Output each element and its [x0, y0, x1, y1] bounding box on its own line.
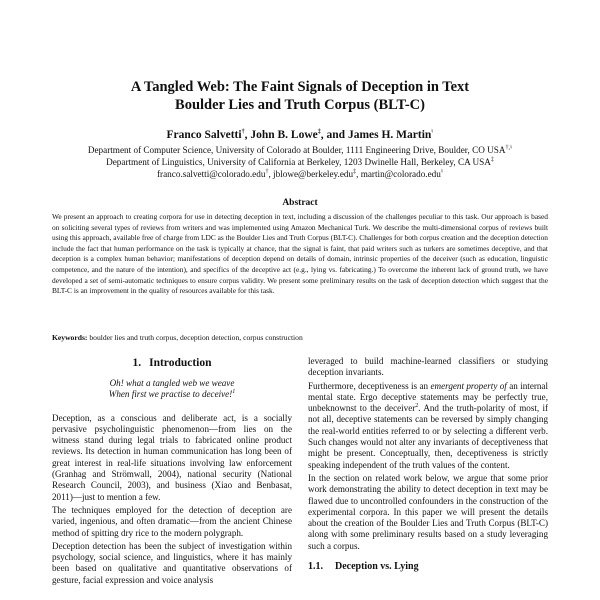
paragraph-text: Furthermore, deceptiveness is an — [308, 380, 431, 391]
email-mark: ♮ — [440, 169, 444, 176]
paragraph-text: . And the truth-polarity of most, if not all, deceptive statements can be reversed by simply changing the real-world entities referred to or by selecting a different verb. Such changes would not alter any invariants of deceptiveness that might be present. Conceptually, then, deceptiveness is strictly speaking independent of the truth values of the content. — [308, 403, 548, 470]
affiliation-line — [0, 144, 600, 156]
emphasis-text: emergent property of — [430, 380, 507, 391]
paper-title — [0, 78, 600, 114]
author-mark: † — [241, 129, 245, 136]
subsection-title: Deception vs. Lying — [335, 561, 419, 573]
keywords-label: Keywords: — [52, 333, 88, 342]
footnote-mark: 2 — [415, 403, 419, 410]
affiliation-text: Department of Computer Science, University of Colorado at Boulder, 1111 Engineering Drive, Boulder, CO USA — [87, 145, 506, 155]
author-separator: , — [244, 129, 251, 141]
paragraph-text: an internal mental state. Ergo deceptive statements may be perfectly true, unbeknownst to the deceiver — [308, 380, 548, 414]
paragraph: In the section on related work below, we argue that some prior work demonstrating the ability to detect deception in text may be flawed due to uncontrolled confounders in the construction of the experimental corpora. In this paper we will present the details about the creation of the Boulder Lies and Truth Corpus (BLT-C) along with some preliminary results based on a study leveraging such a corpus. — [308, 472, 548, 551]
keywords-text: boulder lies and truth corpus, deception detection, corpus construction — [89, 333, 303, 342]
affiliations — [0, 144, 600, 181]
email-separator: , — [356, 169, 361, 180]
affiliation-text: Department of Linguistics, University of California at Berkeley, 1203 Dwinelle Hall, Berkeley, CA USA — [106, 157, 491, 168]
paragraph: leveraged to build machine-learned classifiers or studying deception invariants. — [308, 356, 548, 378]
paragraph: The techniques employed for the detection of deception are varied, ingenious, and often dramatic—from the ancient Chinese method of spitting dry rice to the modern polygraph. — [52, 504, 292, 538]
author-list — [0, 128, 600, 142]
paragraph: Deception detection has been the subject of investigation within psychology, social science, and linguistics, where it has mainly been based on qualitative and quantitative observations of gesture, facial expression and voice analysis — [52, 540, 292, 585]
title-line-2: Boulder Lies and Truth Corpus (BLT-C) — [175, 97, 425, 113]
author-mark: ♮ — [431, 129, 434, 136]
section-heading — [52, 356, 292, 370]
author-mark: ‡ — [317, 129, 321, 136]
abstract-heading: Abstract — [282, 198, 318, 208]
email-link[interactable]: jblowe@berkeley.edu — [273, 169, 354, 180]
email-mark: ‡ — [353, 169, 357, 176]
affiliation-mark: †,♮ — [505, 144, 513, 151]
section-number: 1. — [132, 357, 142, 369]
epigraph-text: When first we practise to deceive! — [108, 389, 233, 400]
paragraph — [308, 381, 548, 471]
email-line — [0, 168, 600, 180]
keywords-line — [52, 333, 548, 343]
epigraph-line — [52, 389, 292, 400]
subsection-number: 1.1. — [308, 561, 323, 573]
paragraph: Deception, as a conscious and deliberate act, is a socially pervasive psycholinguistic phenomenon—from lies on the witness stand during legal trials to fabricated online product reviews. Its detection in human communication has long been of great interest in real-life situations involving law enforcement (Granhag and Strömwall, 2004), national security (National Research Council, 2003), and business (Xiao and Benbasat, 2011)—just to mention a few. — [52, 412, 292, 502]
title-line-1: A Tangled Web: The Faint Signals of Deception in Text — [130, 79, 470, 95]
author-name: John B. Lowe — [250, 129, 318, 141]
section-title: Introduction — [149, 357, 212, 369]
affiliation-mark: ‡ — [490, 157, 494, 164]
author-name: James H. Martin — [347, 129, 432, 141]
footnote-mark: 1 — [232, 389, 236, 396]
abstract-text: We present an approach to creating corpora for use in detecting deception in text, including a discussion of the challenges peculiar to this task. Our approach is based on soliciting several types of reviews from writers and was implemented using Amazon Mechanical Turk. We describe the multi-dimensional corpus of reviews built using this approach, available free of charge from LDC as the Boulder Lies and Truth Corpus (BLT-C). Challenges for both corpus creation and the deception detection include the fact that human performance on the task is typically at chance, that the signal is faint, that paid writers such as turkers are sometimes deceptive, and that deception is a complex human behavior; manifestations of deception depend on details of domain, intrinsic properties of the deceiver (such as education, linguistic competence, and the nature of the intention), and specifics of the deceptive act (e.g., lying vs. fabricating.) To overcome the inherent lack of ground truth, we have developed a set of semi-automatic techniques to ensure corpus validity. We present some preliminary results on the task of deception detection which suggest that the BLT-C is an improvement in the quality of resources available for this task. — [52, 212, 548, 296]
subsection-heading — [308, 560, 548, 573]
email-mark: † — [265, 169, 269, 176]
epigraph-line: Oh! what a tangled web we weave — [109, 378, 235, 388]
author-separator: , and — [320, 129, 348, 141]
email-link[interactable]: martin@colorado.edu — [360, 169, 441, 180]
email-separator: , — [268, 169, 274, 180]
email-link[interactable]: franco.salvetti@colorado.edu — [156, 169, 266, 180]
right-column — [308, 356, 548, 573]
affiliation-line — [0, 156, 600, 168]
epigraph — [52, 378, 292, 401]
left-column — [52, 356, 292, 588]
author-name: Franco Salvetti — [166, 129, 242, 141]
